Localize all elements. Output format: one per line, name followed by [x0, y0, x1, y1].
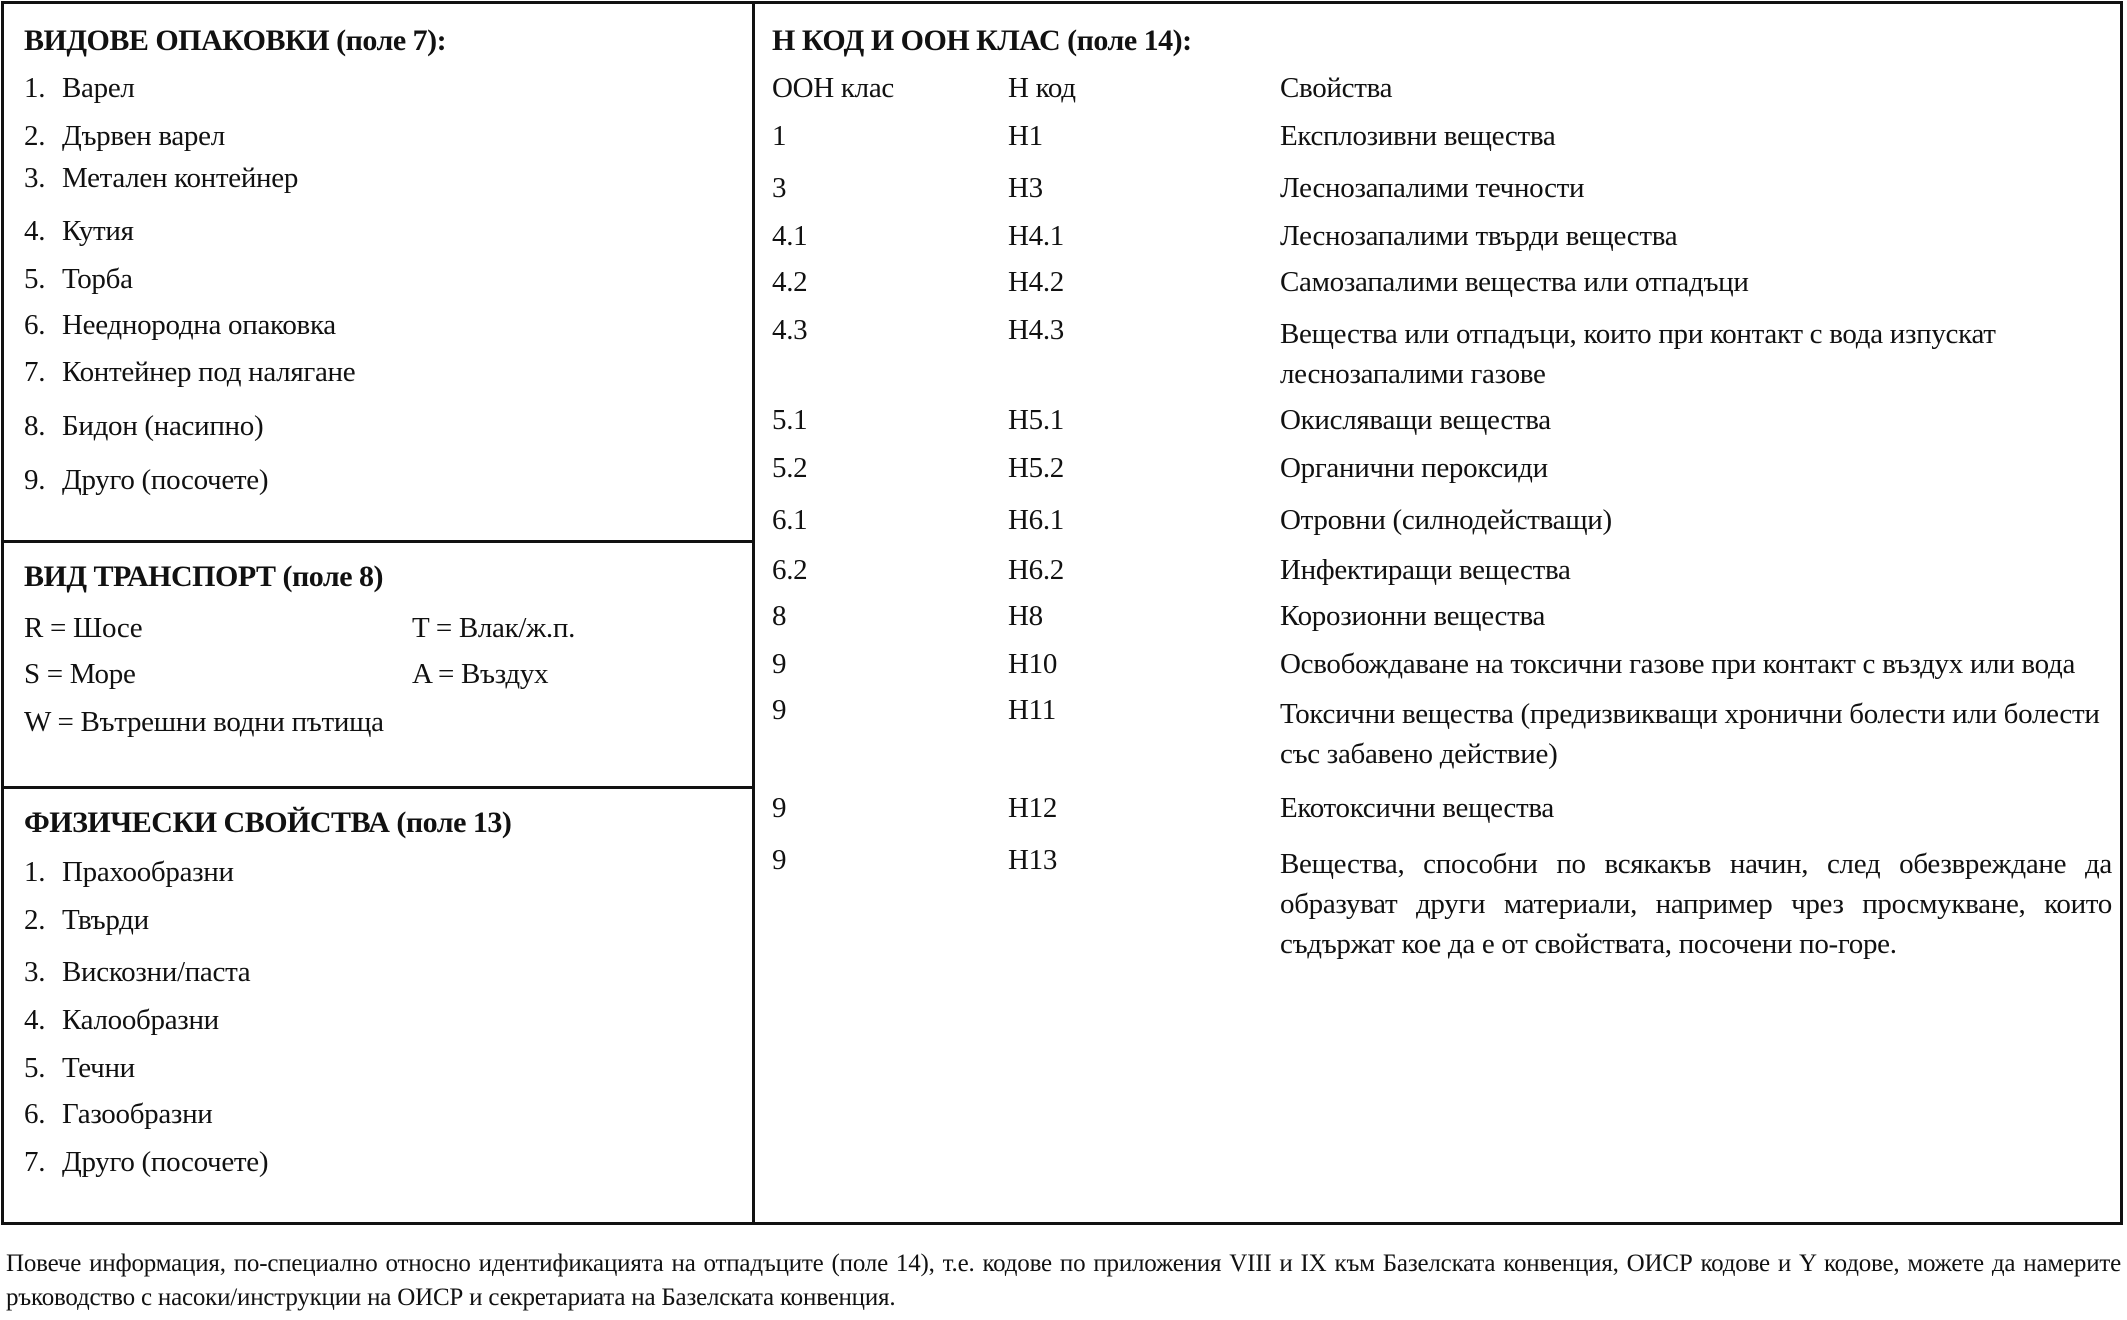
physical-item: 5. Течни	[24, 1052, 135, 1084]
packaging-item: 3. Метален контейнер	[24, 162, 299, 194]
packaging-title: ВИДОВЕ ОПАКОВКИ (поле 7):	[24, 24, 447, 57]
physical-item: 1. Прахообразни	[24, 856, 234, 888]
transport-waterways: W = Вътрешни водни пътища	[24, 706, 384, 738]
packaging-item: 7. Контейнер под налягане	[24, 356, 356, 388]
footnote: Повече информация, по-специално относно идентификацията на отпадъците (поле 14), т.е. кодове по приложения VIII и IX към Базелската конвенция, ОИСР кодове и Y кодове, можете да намерите ръководство с насоки/инструкции на ОИСР и секретариата на Базелската конвенция.	[6, 1250, 2121, 1311]
column-divider	[752, 4, 755, 1222]
packaging-item: 8. Бидон (насипно)	[24, 410, 264, 442]
hcode-title: Н КОД И ООН КЛАС (поле 14):	[772, 24, 1192, 57]
physical-item: 4. Калообразни	[24, 1004, 219, 1036]
physical-item: 7. Друго (посочете)	[24, 1146, 269, 1178]
packaging-item: 2. Дървен варел	[24, 120, 225, 152]
transport-sea: S = Море	[24, 658, 136, 690]
header-h-code: Н код	[1008, 72, 1076, 104]
section-divider-1	[4, 540, 752, 543]
packaging-item: 9. Друго (посочете)	[24, 464, 269, 496]
header-un-class: ООН клас	[772, 72, 894, 104]
header-properties: Свойства	[1280, 72, 1393, 104]
transport-air: A = Въздух	[412, 658, 549, 690]
physical-title: ФИЗИЧЕСКИ СВОЙСТВА (поле 13)	[24, 806, 512, 839]
section-divider-2	[4, 786, 752, 789]
physical-item: 3. Вискозни/паста	[24, 956, 251, 988]
physical-item: 6. Газообразни	[24, 1098, 213, 1130]
packaging-item: 4. Кутия	[24, 215, 134, 247]
packaging-item: 5. Торба	[24, 263, 133, 295]
transport-road: R = Шосе	[24, 612, 143, 644]
packaging-item: 6. Нееднородна опаковка	[24, 309, 336, 341]
transport-title: ВИД ТРАНСПОРТ (поле 8)	[24, 560, 384, 593]
physical-item: 2. Твърди	[24, 904, 149, 936]
transport-rail: T = Влак/ж.п.	[412, 612, 576, 644]
packaging-item: 1. Варел	[24, 72, 135, 104]
